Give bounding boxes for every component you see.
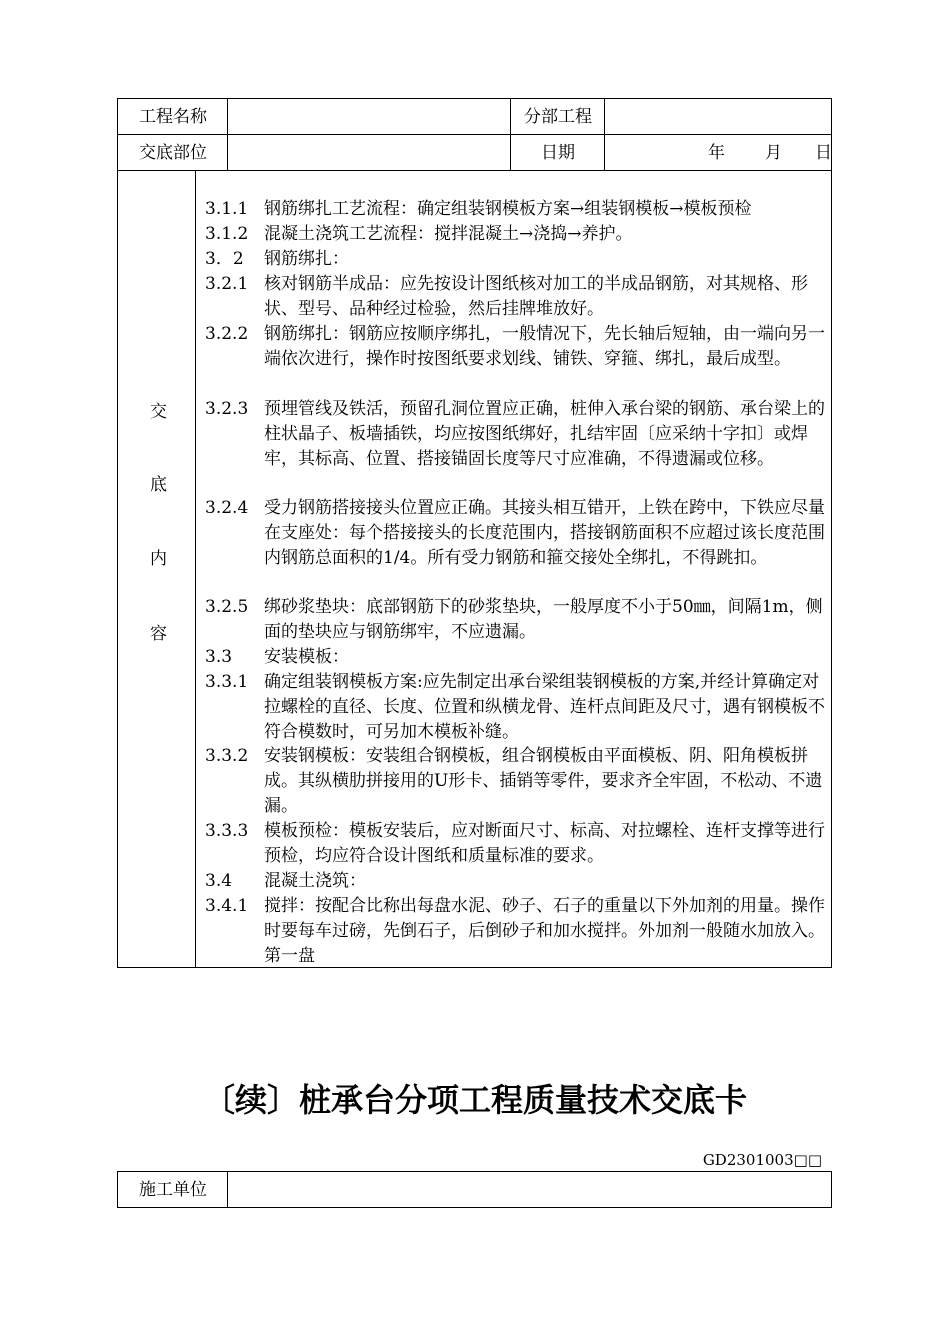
item-text: 核对钢筋半成品：应先按设计图纸核对加工的半成品钢筋，对其规格、形状、型号、品种经过检验，然后挂牌堆放好。 [264, 274, 808, 319]
item-text: 安装钢模板：安装组合钢模板，组合钢模板由平面模板、阴、阳角模板拼成。其纵横肋拼接用的U形卡、插销等零件，要求齐全牢固，不松动、不遗漏。 [264, 746, 823, 816]
construction-unit-label: 施工单位 [139, 1180, 207, 1200]
item-text: 模板预检：模板安装后，应对断面尺寸、标高、对拉螺栓、连杆支撑等进行预检，均应符合设计图纸和质量标准的要求。 [264, 821, 825, 866]
content-label-char: 容 [150, 624, 167, 644]
item-number: 3.2.5 [205, 597, 249, 617]
content-label-char: 内 [150, 549, 167, 569]
sub-project-label: 分部工程 [524, 107, 592, 127]
table-border-left [117, 98, 118, 968]
item-number: 3.4 [205, 871, 233, 891]
item-text: 受力钢筋搭接接头位置应正确。其接头相互错开，上铁在跨中，下铁应尽量在支座处：每个搭接接头的长度范围内，搭接钢筋面积不应超过该长度范围内钢筋总面积的1/4。所有受力钢筋和箍交接处全绑扎，不得跳扣。 [264, 498, 825, 568]
table-border-top [117, 98, 832, 99]
item-number: 3.3.2 [205, 746, 249, 766]
item-text: 钢筋绑扎工艺流程：确定组装钢模板方案→组装钢模板→模板预检 [264, 199, 752, 219]
item-number: 3.2.2 [205, 324, 249, 344]
table-border-left [117, 1171, 118, 1208]
table-border-right [831, 98, 832, 968]
date-day: 日 [815, 143, 832, 163]
date-label: 日期 [541, 143, 575, 163]
item-number: 3．2 [205, 249, 244, 269]
item-number: 3.3.3 [205, 821, 249, 841]
item-number: 3.2.3 [205, 399, 249, 419]
date-month: 月 [765, 143, 782, 163]
item-text: 钢筋绑扎： [264, 249, 349, 269]
item-text: 预埋管线及铁活，预留孔洞位置应正确，桩伸入承台梁的钢筋、承台梁上的柱状晶子、板墙插铁，均应按图纸绑好，扎结牢固〔应采纳十字扣〕或焊牢，其标高、位置、搭接锚固长度等尺寸应准确，不得遗漏或位移。 [264, 399, 825, 469]
table-col-divider [604, 98, 605, 171]
table-col-divider [510, 98, 511, 171]
item-text: 搅拌：按配合比称出每盘水泥、砂子、石子的重量以下外加剂的用量。操作时要每车过磅，先倒石子，后倒砂子和加水搅拌。外加剂一般随水加放入。第一盘 [264, 896, 825, 966]
page-title: 〔续〕桩承台分项工程质量技术交底卡 [202, 1081, 747, 1119]
item-number: 3.1.2 [205, 224, 249, 244]
item-text: 钢筋绑扎：钢筋应按顺序绑扎，一般情况下，先长轴后短轴，由一端向另一端依次进行，操作时按图纸要求划线、铺铁、穿箍、绑扎，最后成型。 [264, 324, 825, 369]
item-text: 绑砂浆垫块：底部钢筋下的砂浆垫块，一般厚度不小于50㎜，间隔1m，侧面的垫块应与钢筋绑牢，不应遗漏。 [264, 597, 823, 642]
table-col-divider [195, 170, 196, 968]
table-border-top [117, 1171, 832, 1172]
item-text: 确定组装钢模板方案:应先制定出承台梁组装钢模板的方案,并经计算确定对拉螺栓的直径、长度、位置和纵横龙骨、连杆点间距及尺寸，遇有钢模板不符合模数时，可另加木模板补缝。 [264, 672, 825, 742]
item-number: 3.3 [205, 647, 233, 667]
document-code: GD2301003□□ [702, 1151, 822, 1169]
table-col-divider [227, 1171, 228, 1208]
item-number: 3.3.1 [205, 672, 249, 692]
table-border-bottom [117, 1207, 832, 1208]
project-name-label: 工程名称 [139, 107, 207, 127]
item-text: 安装模板： [264, 647, 349, 667]
location-label: 交底部位 [139, 143, 207, 163]
item-text: 混凝土浇筑工艺流程：搅拌混凝土→浇捣→养护。 [264, 224, 633, 244]
table-row-divider [117, 134, 832, 135]
item-text: 混凝土浇筑： [264, 871, 366, 891]
table-row-divider [117, 170, 832, 171]
table-col-divider [227, 98, 228, 171]
item-number: 3.2.4 [205, 498, 249, 518]
content-label-char: 底 [150, 475, 167, 495]
table-border-right [831, 1171, 832, 1208]
date-year: 年 [708, 143, 725, 163]
content-label-char: 交 [150, 402, 167, 422]
item-number: 3.2.1 [205, 274, 249, 294]
item-number: 3.1.1 [205, 199, 249, 219]
item-number: 3.4.1 [205, 896, 249, 916]
